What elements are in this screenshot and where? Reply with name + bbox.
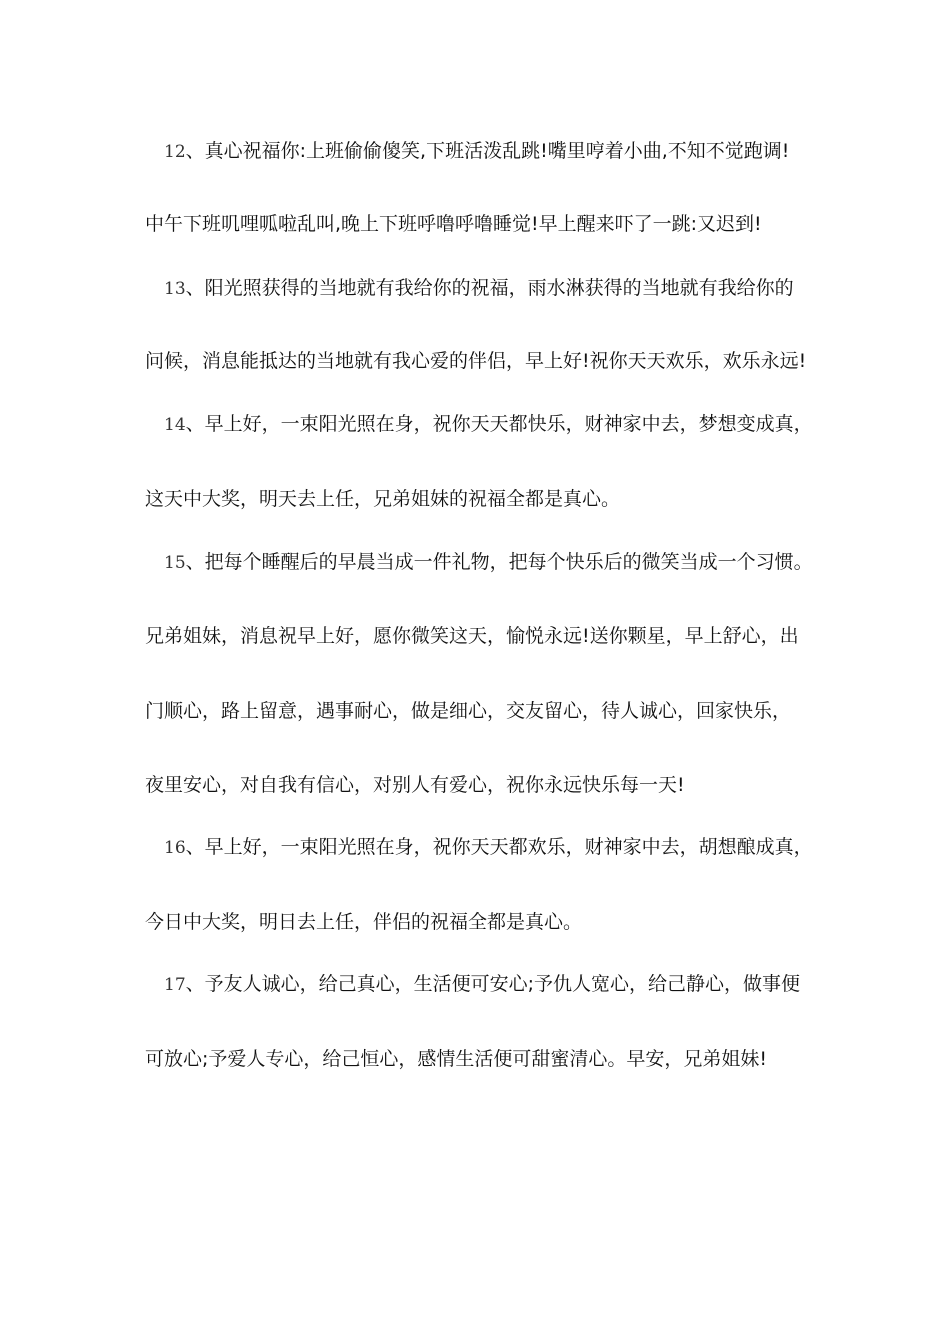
paragraph-number: 13 [164,279,186,299]
paragraph-text: 、予友人诚心，给己真心，生活便可安心;予仇人宽心，给己静心，做事便 [185,973,801,995]
paragraph-14-line-2: 这天中大奖，明天去上任，兄弟姐妹的祝福全都是真心。 [145,488,621,510]
paragraph-text: 、早上好，一束阳光照在身，祝你天天都快乐，财神家中去，梦想变成真， [185,413,813,435]
paragraph-13-line-2: 问候，消息能抵达的当地就有我心爱的伴侣，早上好!祝你天天欢乐，欢乐永远! [145,350,807,372]
paragraph-13-line-1 [164,275,844,302]
paragraph-15-line-3: 门顺心，路上留意，遇事耐心，做是细心，交友留心，待人诚心，回家快乐， [145,700,792,722]
paragraph-15-line-1 [164,549,844,576]
paragraph-number: 14 [164,415,186,435]
paragraph-number: 12 [164,142,186,162]
paragraph-12-line-1 [164,138,844,165]
paragraph-text: 、阳光照获得的当地就有我给你的祝福，雨水淋获得的当地就有我给你的 [185,277,794,299]
paragraph-17-line-2: 可放心;予爱人专心，给己恒心，感情生活便可甜蜜清心。早安，兄弟姐妹! [145,1048,768,1070]
paragraph-16-line-1 [164,834,844,861]
paragraph-number: 15 [164,553,186,573]
paragraph-17-line-1 [164,971,844,998]
paragraph-15-line-4: 夜里安心，对自我有信心，对别人有爱心，祝你永远快乐每一天! [145,774,685,796]
paragraph-text: 、早上好，一束阳光照在身，祝你天天都欢乐，财神家中去，胡想酿成真， [185,836,813,858]
paragraph-12-line-2: 中午下班叽哩呱啦乱叫,晚上下班呼噜呼噜睡觉!早上醒来吓了一跳:又迟到! [145,213,762,235]
paragraph-15-line-2: 兄弟姐妹，消息祝早上好，愿你微笑这天，愉悦永远!送你颗星，早上舒心，出 [145,625,799,647]
paragraph-16-line-2: 今日中大奖，明日去上任，伴侣的祝福全都是真心。 [145,911,583,933]
paragraph-text: 、真心祝福你:上班偷偷傻笑,下班活泼乱跳!嘴里哼着小曲,不知不觉跑调! [185,140,790,162]
paragraph-number: 16 [164,838,186,858]
paragraph-14-line-1 [164,411,844,438]
paragraph-number: 17 [164,975,186,995]
paragraph-text: 、把每个睡醒后的早晨当成一件礼物，把每个快乐后的微笑当成一个习惯。 [185,551,813,573]
